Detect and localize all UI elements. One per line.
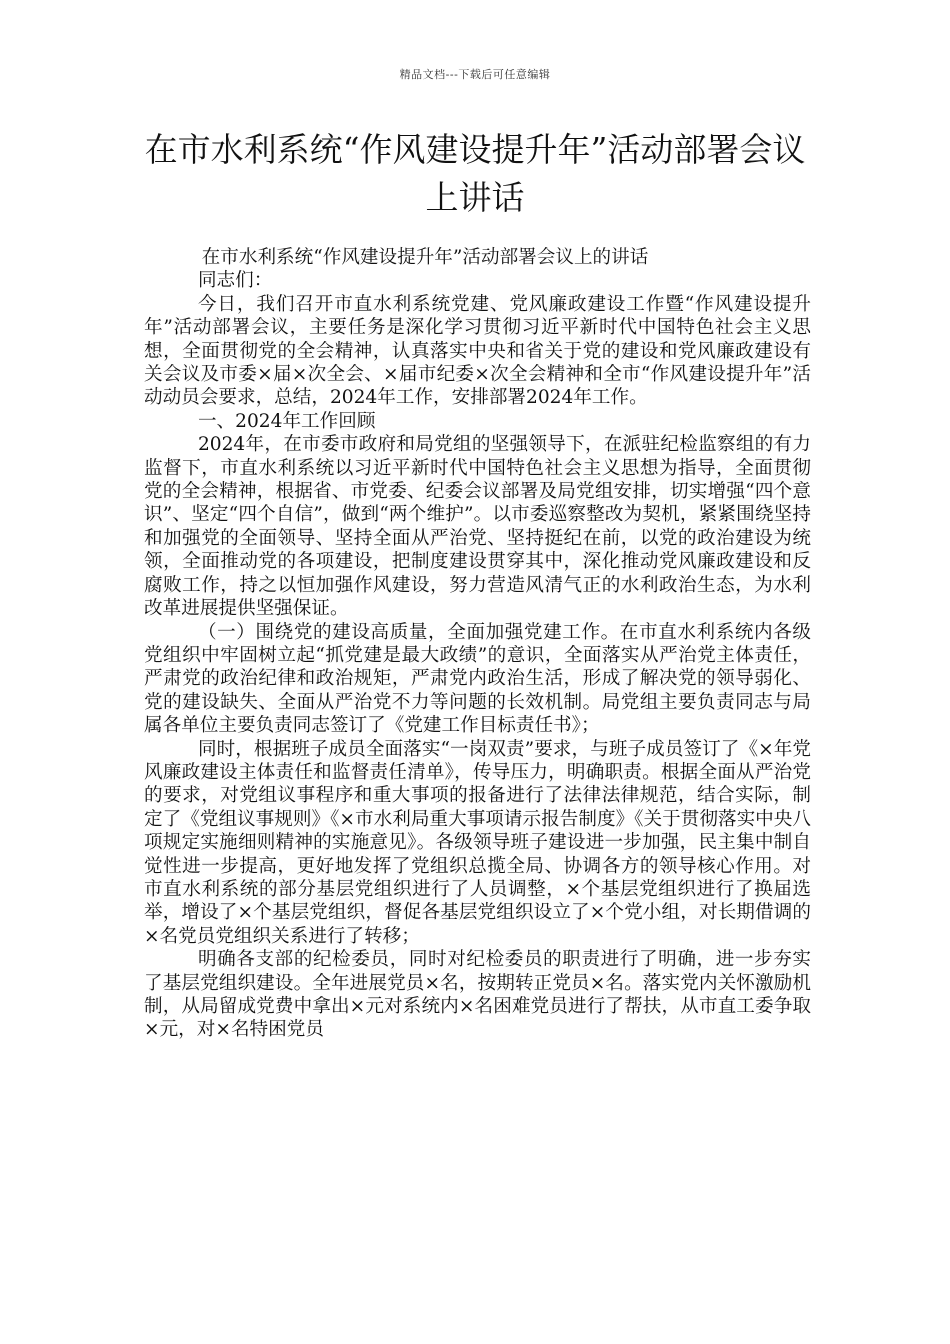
body-paragraph: 同时，根据班子成员全面落实“一岗双责”要求，与班子成员签订了《×年党风廉政建设主体责任和监督责任清单》，传导压力，明确职责。根据全面从严治党的要求，对党组议事程序和重大事项的报备进行了法律法律规范，结合实际，制定了《党组议事规则》《×市水利局重大事项请示报告制度》《关于贯彻落实中央八项规定实施细则精神的实施意见》。各级领导班子建设进一步加强，民主集中制自觉性进一步提高，更好地发挥了党组织总揽全局、协调各方的领导核心作用。对市直水利系统的部分基层党组织进行了人员调整，×个基层党组织进行了换届选举，增设了×个基层党组织，督促各基层党组织设立了×个党小组，对长期借调的×名党员党组织关系进行了转移； (144, 738, 811, 947)
document-title: 在市水利系统“作风建设提升年”活动部署会议上讲话 (144, 130, 806, 217)
speech-subtitle: 在市水利系统“作风建设提升年”活动部署会议上的讲话 (201, 247, 649, 268)
body-paragraph: 2024年，在市委市政府和局党组的坚强领导下，在派驻纪检监察组的有力监督下，市直水利系统以习近平新时代中国特色社会主义思想为指导，全面贯彻党的全会精神，根据省、市党委、纪委会议部署及局党组安排，切实增强“四个意识”、坚定“四个自信”，做到“两个维护”。以市委巡察整改为契机，紧紧围绕坚持和加强党的全面领导、坚持全面从严治党、坚持挺纪在前，以党的政治建设为统领，全面推动党的各项建设，把制度建设贯穿其中，深化推动党风廉政建设和反腐败工作，持之以恒加强作风建设，努力营造风清气正的水利政治生态，为水利改革进展提供坚强保证。 (144, 434, 811, 620)
section-heading: 一、2024年工作回顾 (197, 410, 376, 432)
body-paragraph: 今日，我们召开市直水利系统党建、党风廉政建设工作暨“作风建设提升年”活动部署会议，主要任务是深化学习贯彻习近平新时代中国特色社会主义思想，全面贯彻党的全会精神，认真落实中央和省关于党的建设和党风廉政建设有关会议及市委×届×次全会、×届市纪委×次全会精神和全市“作风建设提升年”活动动员会要求，总结，2024年工作，安排部署2024年工作。 (144, 293, 811, 409)
salutation: 同志们： (197, 270, 273, 292)
body-paragraph: （一）围绕党的建设高质量，全面加强党建工作。在市直水利系统内各级党组织中牢固树立起“抓党建是最大政绩”的意识，全面落实从严治党主体责任，严肃党的政治纪律和政治规矩，严肃党内政治生活，形成了解决党的领导弱化、党的建设缺失、全面从严治党不力等问题的长效机制。局党组主要负责同志与局属各单位主要负责同志签订了《党建工作目标责任书》； (144, 621, 811, 737)
body-paragraph: 明确各支部的纪检委员，同时对纪检委员的职责进行了明确，进一步夯实了基层党组织建设。全年进展党员×名，按期转正党员×名。落实党内关怀激励机制，从局留成党费中拿出×元对系统内×名困难党员进行了帮扶，从市直工委争取×元，对×名特困党员 (144, 949, 811, 1041)
document-body (144, 246, 811, 1042)
header-note: 精品文档---下载后可任意编辑 (399, 68, 551, 81)
